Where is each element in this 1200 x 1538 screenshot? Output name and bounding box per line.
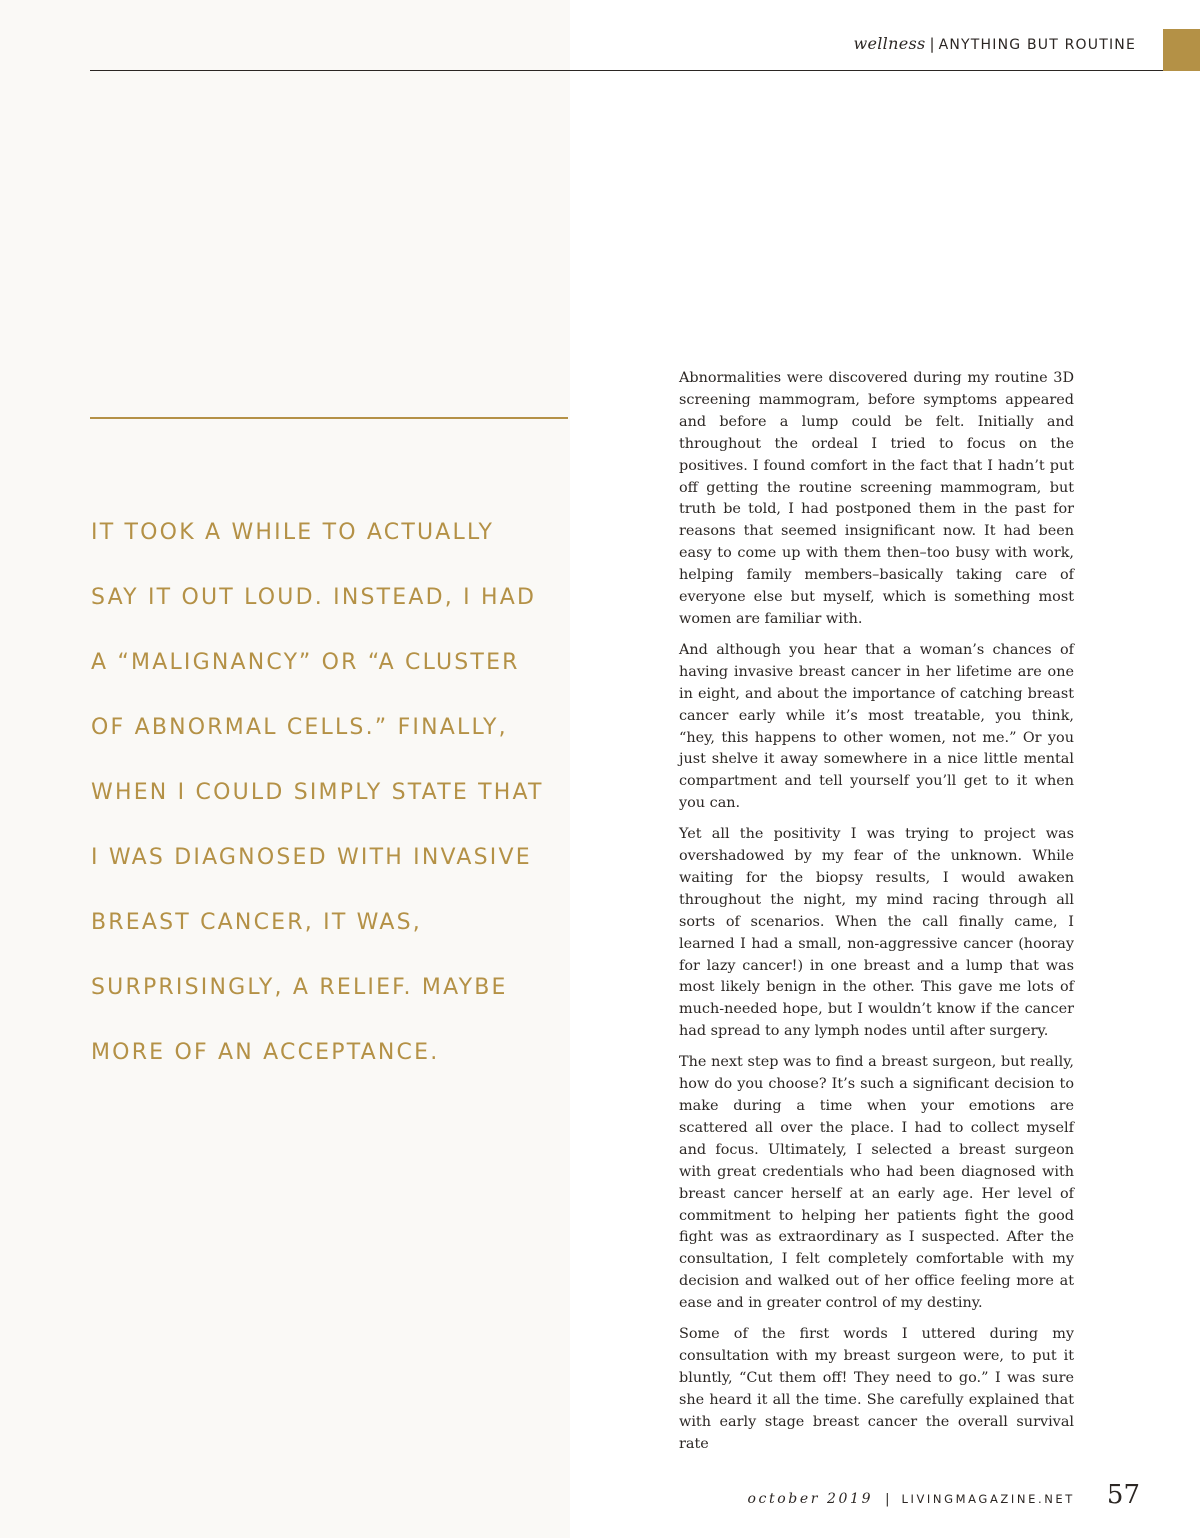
pull-quote: IT TOOK A WHILE TO ACTUALLY SAY IT OUT LOUD. INSTEAD, I HAD A “MALIGNANCY” OR “A CLUSTER OF ABNORMAL CELLS.” FINALLY, WHEN I COULD SIMPLY STATE THAT I WAS DIAGNOSED WITH INVASIVE BREAST CANCER, IT WAS, SURPRISINGLY, A RELIEF. MAYBE MORE OF AN ACCEPTANCE. xyxy=(91,520,544,1065)
website-link[interactable]: LIVINGMAGAZINE.NET xyxy=(901,1492,1075,1506)
footer-separator: | xyxy=(885,1492,890,1507)
section-name: wellness xyxy=(853,34,926,53)
header-separator: | xyxy=(929,35,935,53)
article-body xyxy=(679,368,1074,1465)
page-number: 57 xyxy=(1106,1480,1140,1510)
column-name: ANYTHING BUT ROUTINE xyxy=(938,37,1136,53)
article-paragraph: And although you hear that a woman’s chances of having invasive breast cancer in her lifetime are one in eight, and about the importance of catching breast cancer early while it’s most treatable, you think, “hey, this happens to other women, not me.” Or you just shelve it away somewhere in a nice little mental compartment and tell yourself you’ll get to it when you can. xyxy=(679,641,1074,812)
pull-quote-rule xyxy=(90,417,568,419)
article-paragraph: Some of the first words I uttered during my consultation with my breast surgeon were, to put it bluntly, “Cut them off! They need to go.” I was sure she heard it all the time. She carefully explained that with early stage breast cancer the overall survival rate xyxy=(679,1326,1074,1452)
header-rule xyxy=(90,70,1163,71)
article-paragraph: Yet all the positivity I was trying to project was overshadowed by my fear of the unknown. While waiting for the biopsy results, I would awaken throughout the night, my mind racing through all sorts of scenarios. When the call finally came, I learned I had a small, non-aggressive cancer (hooray for lazy cancer!) in one breast and a lump that was most likely benign in the other. This gave me lots of much-needed hope, but I wouldn’t know if the cancer had spread to any lymph nodes until after surgery. xyxy=(679,826,1074,1040)
header-color-tab xyxy=(1163,29,1200,71)
running-header xyxy=(854,34,1137,53)
article-paragraph: The next step was to find a breast surgeon, but really, how do you choose? It’s such a significant decision to make during a time when your emotions are scattered all over the place. I had to collect myself and focus. Ultimately, I selected a breast surgeon with great credentials who had been diagnosed with breast cancer herself at an early age. Her level of commitment to helping her patients fight the good fight was as extraordinary as I suspected. After the consultation, I felt completely comfortable with my decision and walked out of her office feeling more at ease and in greater control of my destiny. xyxy=(679,1054,1074,1312)
page-footer xyxy=(748,1480,1140,1510)
article-paragraph: Abnormalities were discovered during my routine 3D screening mammogram, before symptoms appeared and before a lump could be felt. Initially and throughout the ordeal I tried to focus on the positives. I found comfort in the fact that I hadn’t put off getting the routine screening mammogram, but truth be told, I had postponed them in the past for reasons that seemed insignificant now. It had been easy to come up with them then–too busy with work, helping family members–basically taking care of everyone else but myself, which is something most women are familiar with. xyxy=(679,370,1074,627)
issue-date: october 2019 xyxy=(747,1491,874,1507)
